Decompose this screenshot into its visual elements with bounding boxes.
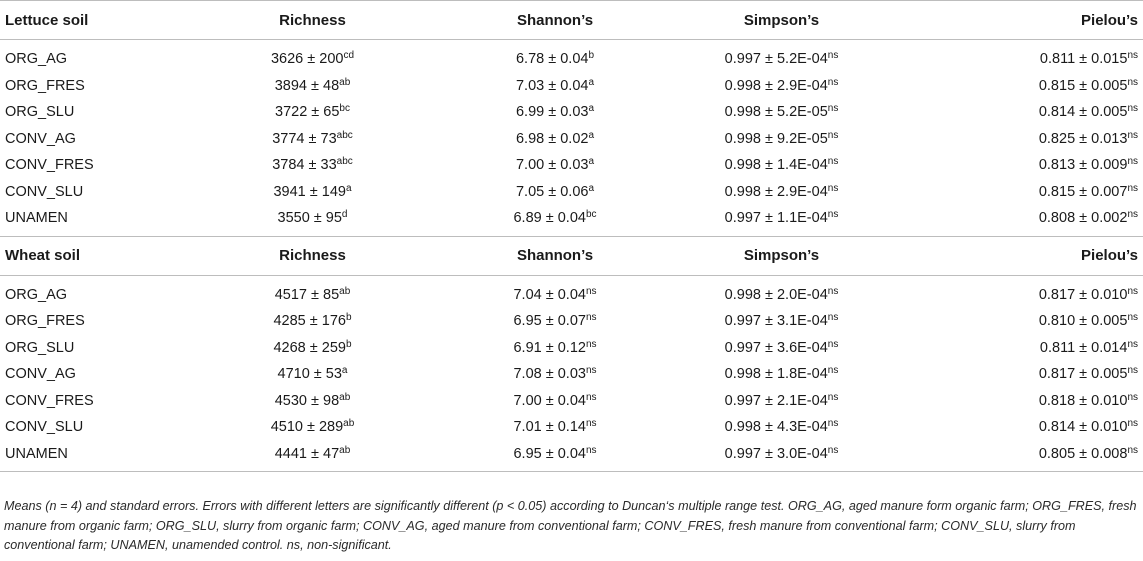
significance-letter: ns [1127,103,1138,115]
significance-letter: ns [585,338,597,350]
significance-letter: ns [827,103,839,115]
cell-value: 6.99 ± 0.03 [515,104,589,121]
section-title: Wheat soil [0,236,185,275]
cell-pielou [903,441,1143,472]
significance-letter: ns [827,76,839,88]
row-label: ORG_FRES [5,313,85,330]
cell-value: 6.89 ± 0.04 [513,210,586,227]
column-header-simpson: Simpson’s [660,236,903,275]
cell-richness [185,179,410,206]
row-label: ORG_FRES [5,77,85,94]
significance-letter: a [588,76,595,88]
table-row [0,308,1143,335]
cell-pielou [903,99,1143,126]
cell-value: 6.95 ± 0.07 [513,313,586,330]
significance-letter: a [341,365,348,377]
cell-value: 3894 ± 48 [274,77,340,94]
significance-letter: ns [585,365,597,377]
table-row [0,275,1143,308]
cell-pielou [903,335,1143,362]
table-row [0,40,1143,73]
significance-letter: ns [1127,156,1138,168]
cell-simpson [660,441,903,472]
row-label: CONV_AG [5,130,76,147]
cell-value: 0.998 ± 4.3E-04 [724,419,828,436]
significance-letter: b [345,312,352,324]
row-label: CONV_SLU [5,419,84,436]
cell-value: 4510 ± 289 [270,419,344,436]
significance-letter: ns [1127,444,1138,456]
cell-pielou [903,361,1143,388]
table-row [0,335,1143,362]
cell-value: 0.998 ± 2.9E-04 [724,183,828,200]
table-row [0,361,1143,388]
cell-pielou [903,205,1143,236]
cell-value: 0.997 ± 3.1E-04 [724,313,828,330]
row-label: UNAMEN [0,205,185,236]
cell-value: 6.98 ± 0.02 [515,130,589,147]
row-label: ORG_AG [5,51,68,68]
cell-pielou [903,40,1143,73]
cell-richness [185,275,410,308]
cell-simpson [660,361,903,388]
cell-shannon [410,99,660,126]
table-row [0,73,1143,100]
significance-letter: ns [827,156,839,168]
cell-simpson [660,308,903,335]
column-header-richness: Richness [185,1,410,40]
significance-letter: a [588,129,595,141]
significance-letter: ns [827,444,839,456]
cell-value: 0.998 ± 1.8E-04 [724,366,828,383]
cell-value: 3784 ± 33 [272,157,337,174]
cell-value: 7.01 ± 0.14 [513,419,586,436]
significance-letter: ns [827,182,839,194]
significance-letter: bc [585,209,597,221]
cell-value: 0.815 ± 0.007 [1038,183,1128,200]
cell-richness [185,388,410,415]
cell-shannon [410,40,660,73]
significance-letter: ns [827,129,839,141]
column-header-richness: Richness [185,236,410,275]
cell-value: 6.95 ± 0.04 [513,445,586,462]
significance-letter: abc [336,129,353,141]
cell-shannon [410,361,660,388]
cell-value: 0.815 ± 0.005 [1038,77,1128,94]
cell-value: 3722 ± 65 [275,104,340,121]
significance-letter: a [588,156,595,168]
cell-value: 0.810 ± 0.005 [1038,313,1128,330]
significance-letter: ab [339,444,351,456]
cell-shannon [410,205,660,236]
row-label: ORG_SLU [5,104,75,121]
cell-value: 0.814 ± 0.010 [1038,419,1128,436]
cell-value: 6.91 ± 0.12 [513,339,586,356]
cell-richness [185,205,410,236]
cell-value: 7.08 ± 0.03 [513,366,586,383]
significance-letter: ns [1127,312,1138,324]
cell-value: 7.03 ± 0.04 [515,77,589,94]
cell-value: 0.811 ± 0.014 [1039,339,1128,356]
table-footnote: Means (n = 4) and standard errors. Errors with different letters are significantly different (p < 0.05) according to Duncan‘s multiple range test. ORG_AG, aged manure form organic farm; ORG_FRES, fresh manure from organic farm; ORG_SLU, slurry from organic farm; CONV_AG, aged manure from conventional farm; CONV_FRES, fresh manure from conventional farm; CONV_SLU, slurry from conventional farm; UNAMEN, unamended control. ns, non-significant. [4,499,1137,552]
significance-letter: ns [827,418,839,430]
significance-letter: ns [1127,76,1138,88]
cell-simpson [660,414,903,441]
cell-richness [185,152,410,179]
table-row [0,152,1143,179]
cell-value: 0.805 ± 0.008 [1038,445,1128,462]
cell-shannon [410,414,660,441]
cell-value: 0.998 ± 2.9E-04 [724,77,828,94]
row-label: CONV_FRES [5,392,94,409]
cell-value: 3626 ± 200 [270,51,344,68]
section-header-row [0,1,1143,40]
cell-value: 0.997 ± 1.1E-04 [724,210,828,227]
significance-letter: ns [827,285,839,297]
significance-letter: ns [827,365,839,377]
row-label: CONV_SLU [5,183,84,200]
cell-value: 0.997 ± 5.2E-04 [724,51,828,68]
cell-value: 0.808 ± 0.002 [1038,210,1128,227]
cell-shannon [410,441,660,472]
significance-letter: ns [1127,50,1138,62]
row-label: UNAMEN [0,441,185,472]
significance-letter: ns [585,418,597,430]
cell-value: 7.00 ± 0.03 [515,157,589,174]
cell-shannon [410,179,660,206]
cell-value: 0.817 ± 0.005 [1038,366,1128,383]
significance-letter: ns [1127,209,1138,221]
table-row [0,414,1143,441]
significance-letter: ab [339,285,351,297]
cell-value: 4285 ± 176 [273,313,346,330]
significance-letter: ns [827,209,839,221]
significance-letter: ns [585,444,597,456]
cell-simpson [660,275,903,308]
significance-letter: ns [1127,182,1138,194]
cell-value: 0.998 ± 9.2E-05 [724,130,828,147]
cell-shannon [410,308,660,335]
cell-pielou [903,308,1143,335]
significance-letter: ab [339,391,351,403]
cell-richness [185,361,410,388]
cell-simpson [660,152,903,179]
significance-letter: ns [585,285,597,297]
significance-letter: ns [827,312,839,324]
cell-shannon [410,152,660,179]
significance-letter: ns [827,391,839,403]
cell-simpson [660,205,903,236]
significance-letter: d [341,209,348,221]
cell-value: 4710 ± 53 [277,366,342,383]
cell-value: 4268 ± 259 [273,339,346,356]
cell-richness [185,40,410,73]
significance-letter: abc [336,156,353,168]
significance-letter: ab [343,418,355,430]
significance-letter: ns [1127,418,1138,430]
significance-letter: ns [1127,129,1138,141]
significance-letter: ns [585,391,597,403]
row-label: CONV_AG [5,366,76,383]
cell-pielou [903,388,1143,415]
cell-value: 0.817 ± 0.010 [1038,286,1128,303]
significance-letter: a [588,103,595,115]
significance-letter: ab [339,76,351,88]
table-body [0,1,1143,472]
cell-value: 0.825 ± 0.013 [1038,130,1128,147]
cell-simpson [660,126,903,153]
cell-pielou [903,414,1143,441]
cell-value: 3774 ± 73 [272,130,337,147]
cell-simpson [660,40,903,73]
cell-richness [185,308,410,335]
significance-letter: ns [585,312,597,324]
significance-letter: cd [343,50,355,62]
cell-value: 3550 ± 95 [277,210,342,227]
cell-value: 3941 ± 149 [273,183,346,200]
cell-simpson [660,73,903,100]
cell-value: 7.00 ± 0.04 [513,392,586,409]
column-header-simpson: Simpson’s [660,1,903,40]
significance-letter: ns [1127,391,1138,403]
cell-richness [185,73,410,100]
section-header-row [0,236,1143,275]
table-row [0,441,1143,472]
significance-letter: ns [1127,338,1138,350]
cell-shannon [410,388,660,415]
significance-letter: b [588,50,595,62]
table-row [0,205,1143,236]
column-header-pielou: Pielou’s [903,236,1143,275]
cell-value: 7.04 ± 0.04 [513,286,586,303]
cell-value: 0.814 ± 0.005 [1038,104,1128,121]
significance-letter: ns [827,338,839,350]
cell-shannon [410,126,660,153]
significance-letter: b [345,338,352,350]
cell-richness [185,99,410,126]
cell-simpson [660,388,903,415]
significance-letter: bc [339,103,350,115]
cell-shannon [410,73,660,100]
cell-pielou [903,179,1143,206]
cell-simpson [660,99,903,126]
cell-pielou [903,275,1143,308]
significance-letter: ns [1127,365,1138,377]
cell-shannon [410,335,660,362]
row-label: CONV_FRES [5,157,94,174]
cell-richness [185,441,410,472]
significance-letter: ns [1127,285,1138,297]
significance-letter: a [588,182,595,194]
cell-simpson [660,335,903,362]
cell-pielou [903,152,1143,179]
row-label: ORG_SLU [5,339,75,356]
significance-letter: a [345,182,352,194]
cell-richness [185,335,410,362]
cell-richness [185,414,410,441]
cell-value: 0.998 ± 5.2E-05 [724,104,828,121]
cell-value: 0.813 ± 0.009 [1038,157,1128,174]
cell-value: 0.997 ± 3.0E-04 [724,445,828,462]
column-header-shannon: Shannon’s [410,1,660,40]
cell-richness [185,126,410,153]
cell-shannon [410,275,660,308]
table-row [0,388,1143,415]
cell-simpson [660,179,903,206]
column-header-pielou: Pielou’s [903,1,1143,40]
cell-value: 4530 ± 98 [274,392,340,409]
cell-value: 7.05 ± 0.06 [515,183,589,200]
cell-value: 0.998 ± 2.0E-04 [724,286,828,303]
cell-pielou [903,126,1143,153]
significance-letter: ns [827,50,839,62]
cell-value: 6.78 ± 0.04 [515,51,589,68]
cell-value: 0.998 ± 1.4E-04 [724,157,828,174]
table-row [0,99,1143,126]
table-row [0,179,1143,206]
cell-value: 0.997 ± 2.1E-04 [724,392,828,409]
cell-value: 0.997 ± 3.6E-04 [724,339,828,356]
table-row [0,126,1143,153]
cell-value: 0.818 ± 0.010 [1038,392,1128,409]
section-title: Lettuce soil [0,1,185,40]
row-label: ORG_AG [5,286,68,303]
cell-value: 4441 ± 47 [274,445,340,462]
cell-value: 4517 ± 85 [274,286,340,303]
column-header-shannon: Shannon’s [410,236,660,275]
cell-pielou [903,73,1143,100]
cell-value: 0.811 ± 0.015 [1039,51,1128,68]
